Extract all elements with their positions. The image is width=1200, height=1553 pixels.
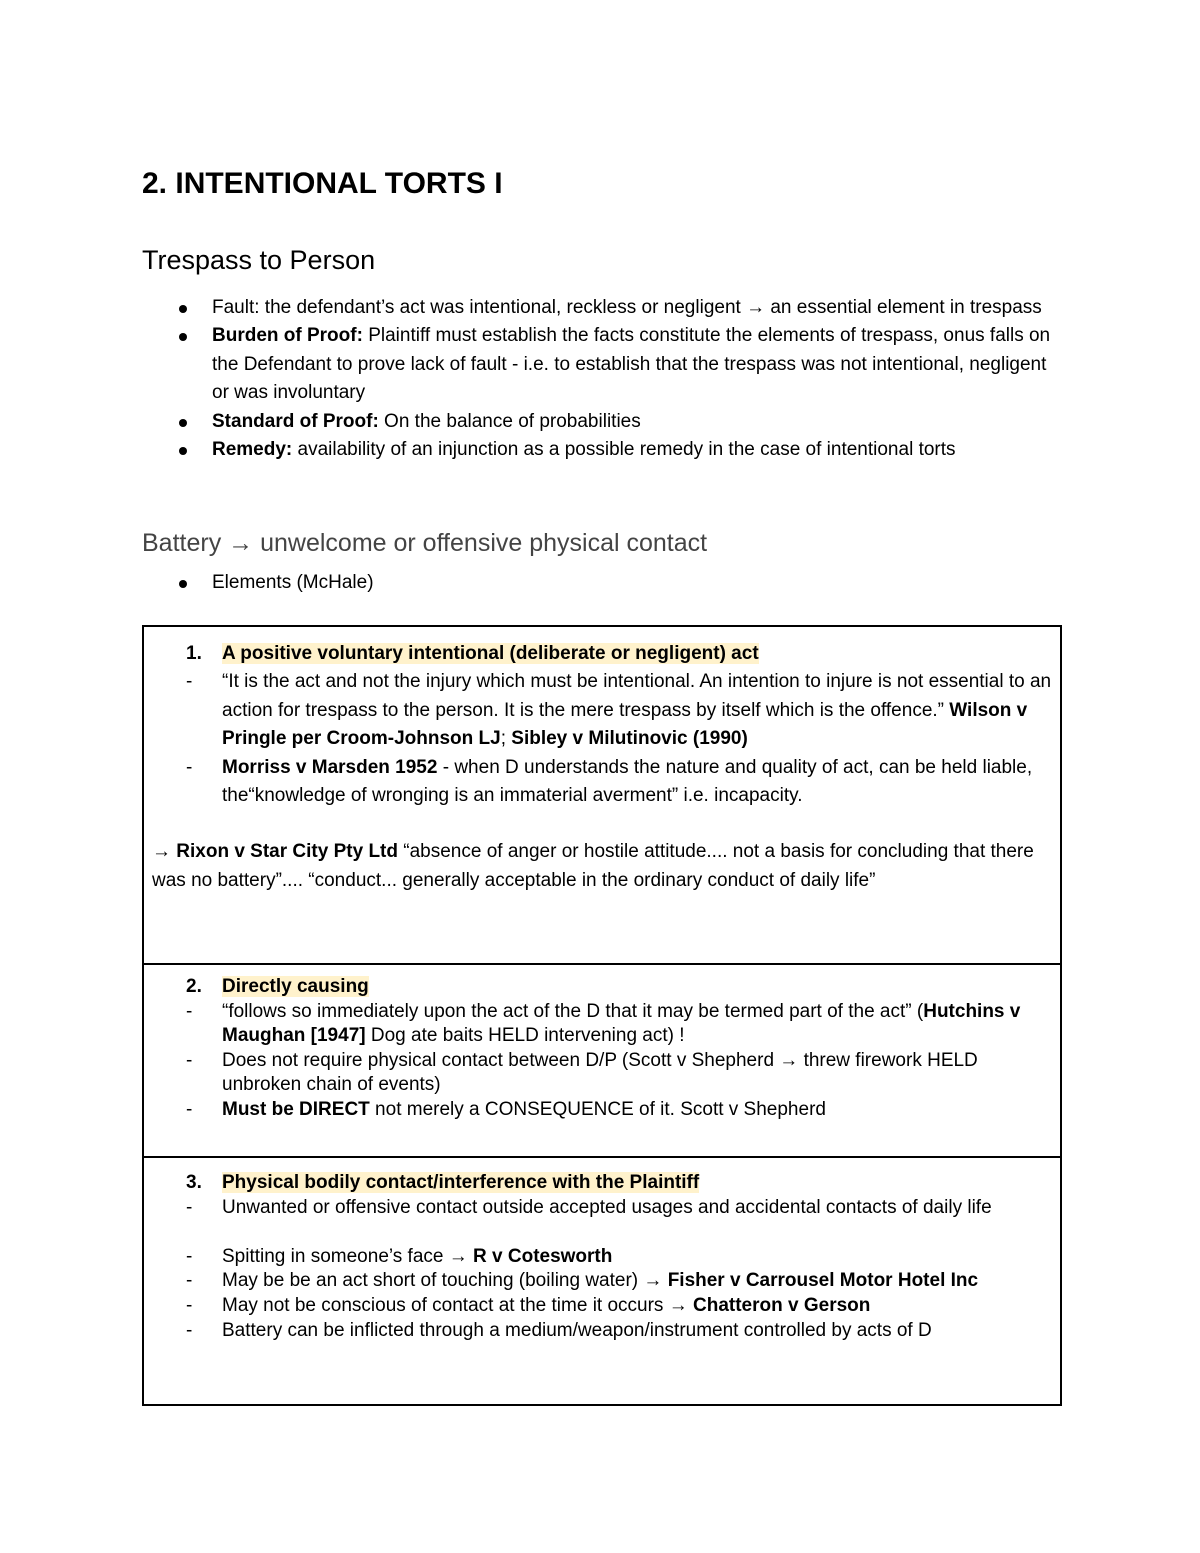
bullet-icon [179,333,187,341]
list-item [142,408,1062,436]
case-name: R v Cotesworth [473,1245,613,1267]
dash-item [144,1000,1060,1049]
dash-item [144,1319,1060,1344]
item-text: Dog ate baits HELD intervening act) ! [365,1025,685,1047]
dash-item [144,1049,1060,1098]
highlighted-heading: Physical bodily contact/interference with the Plaintiff [222,1172,700,1193]
battery-bullet-list [142,569,1062,597]
dash-item [144,668,1060,753]
dash-marker: - [186,1049,193,1071]
spacer [144,1221,1060,1245]
list-item [142,436,1062,464]
bullet-text: Plaintiff must establish the facts constitute the elements of trespass, onus falls on the Defendant to prove lack of fault - i.e. to establish that the trespass was not intentional, negligent or was involuntary [212,325,1051,404]
dash-item [144,1098,1060,1123]
table-row [142,625,1062,965]
bullet-bold-label: Burden of Proof: [212,325,363,347]
highlighted-heading: Directly causing [222,976,369,997]
table-cell [144,640,1060,895]
table-row [142,963,1062,1158]
dash-marker: - [186,1098,193,1120]
note-paragraph [144,838,1060,895]
list-item [142,569,1062,597]
dash-marker: - [186,1245,193,1267]
case-name: Morriss v Marsden 1952 [222,756,438,778]
item-text: Battery can be inflicted through a medium/weapon/instrument controlled by acts of D [222,1319,932,1341]
list-item [142,294,1062,322]
item-text: Does not require physical contact between D/P (Scott v Shepherd → threw firework HELD unbroken chain of events) [222,1049,978,1096]
dash-item [144,1245,1060,1270]
dash-item [144,1269,1060,1294]
dash-marker: - [186,671,193,693]
section-heading-trespass: Trespass to Person [142,245,376,275]
bullet-bold-label: Remedy: [212,439,293,461]
case-name: Wilson v Pringle per Croom-Johnson LJ [222,699,1028,750]
trespass-bullet-list [142,294,1062,464]
dash-marker: - [186,1319,193,1341]
table-cell [144,975,1060,1123]
dash-marker: - [186,1000,193,1022]
item-text: Spitting in someone’s face → [222,1245,474,1267]
element-heading [144,640,1060,668]
element-number: 2. [186,976,202,997]
bullet-bold-label: Standard of Proof: [212,410,379,432]
page-title: 2. INTENTIONAL TORTS I [142,167,503,200]
bullet-text: availability of an injunction as a possible remedy in the case of intentional torts [292,439,956,461]
bullet-text: Fault: the defendant’s act was intentional, reckless or negligent → an essential element in trespass [212,297,1042,318]
case-name: Sibley v Milutinovic (1990) [511,728,748,750]
separator: ; [500,728,512,750]
emphasis-text: Must be DIRECT [222,1098,370,1120]
dash-item [144,1196,1060,1221]
item-text: not merely a CONSEQUENCE of it. Scott v Shepherd [369,1098,826,1120]
note-text: “absence of anger or hostile attitude.... not a basis for concluding that there was no battery”.... “conduct... generally acceptable in the ordinary conduct of daily life” [152,841,1034,891]
bullet-icon [179,447,187,455]
dash-marker: - [186,1270,193,1292]
bullet-icon [179,580,187,588]
item-text: May not be conscious of contact at the time it occurs → [222,1295,693,1317]
item-text: Unwanted or offensive contact outside accepted usages and accidental contacts of daily life [222,1196,992,1218]
case-name: Fisher v Carrousel Motor Hotel Inc [667,1270,979,1292]
item-text: - when D understands the nature and quality of act, can be held liable, the“knowledge of wronging is an immaterial averment” i.e. incapacity. [222,756,1033,807]
list-item [142,322,1062,407]
dash-item [144,754,1060,811]
element-number: 1. [186,643,202,664]
element-number: 3. [186,1172,202,1193]
bullet-icon [179,419,187,427]
dash-item [144,1294,1060,1319]
dash-marker: - [186,1196,193,1218]
spacer [144,810,1060,838]
element-heading [144,1171,1060,1196]
element-heading [144,975,1060,1000]
case-name: Hutchins v Maughan [1947] [222,1000,1021,1047]
bullet-text: On the balance of probabilities [378,410,641,432]
dash-marker: - [186,756,193,778]
case-name: → Rixon v Star City Pty Ltd [152,841,398,863]
item-text: May be be an act short of touching (boiling water) → [222,1270,668,1292]
table-cell [144,1171,1060,1344]
bullet-text: Elements (McHale) [212,572,374,593]
section-heading-battery: Battery → unwelcome or offensive physical contact [142,529,708,557]
table-row [142,1156,1062,1406]
quote-text: “It is the act and not the injury which must be intentional. An intention to injure is not essential to an action for trespass to the person. It is the mere trespass by itself which is the offence.” [222,671,1052,721]
case-name: Chatteron v Gerson [693,1295,871,1317]
item-text: “follows so immediately upon the act of the D that it may be termed part of the act” ( [222,1000,924,1022]
bullet-icon [179,305,187,313]
highlighted-heading: A positive voluntary intentional (deliberate or negligent) act [222,643,759,664]
dash-marker: - [186,1295,193,1317]
